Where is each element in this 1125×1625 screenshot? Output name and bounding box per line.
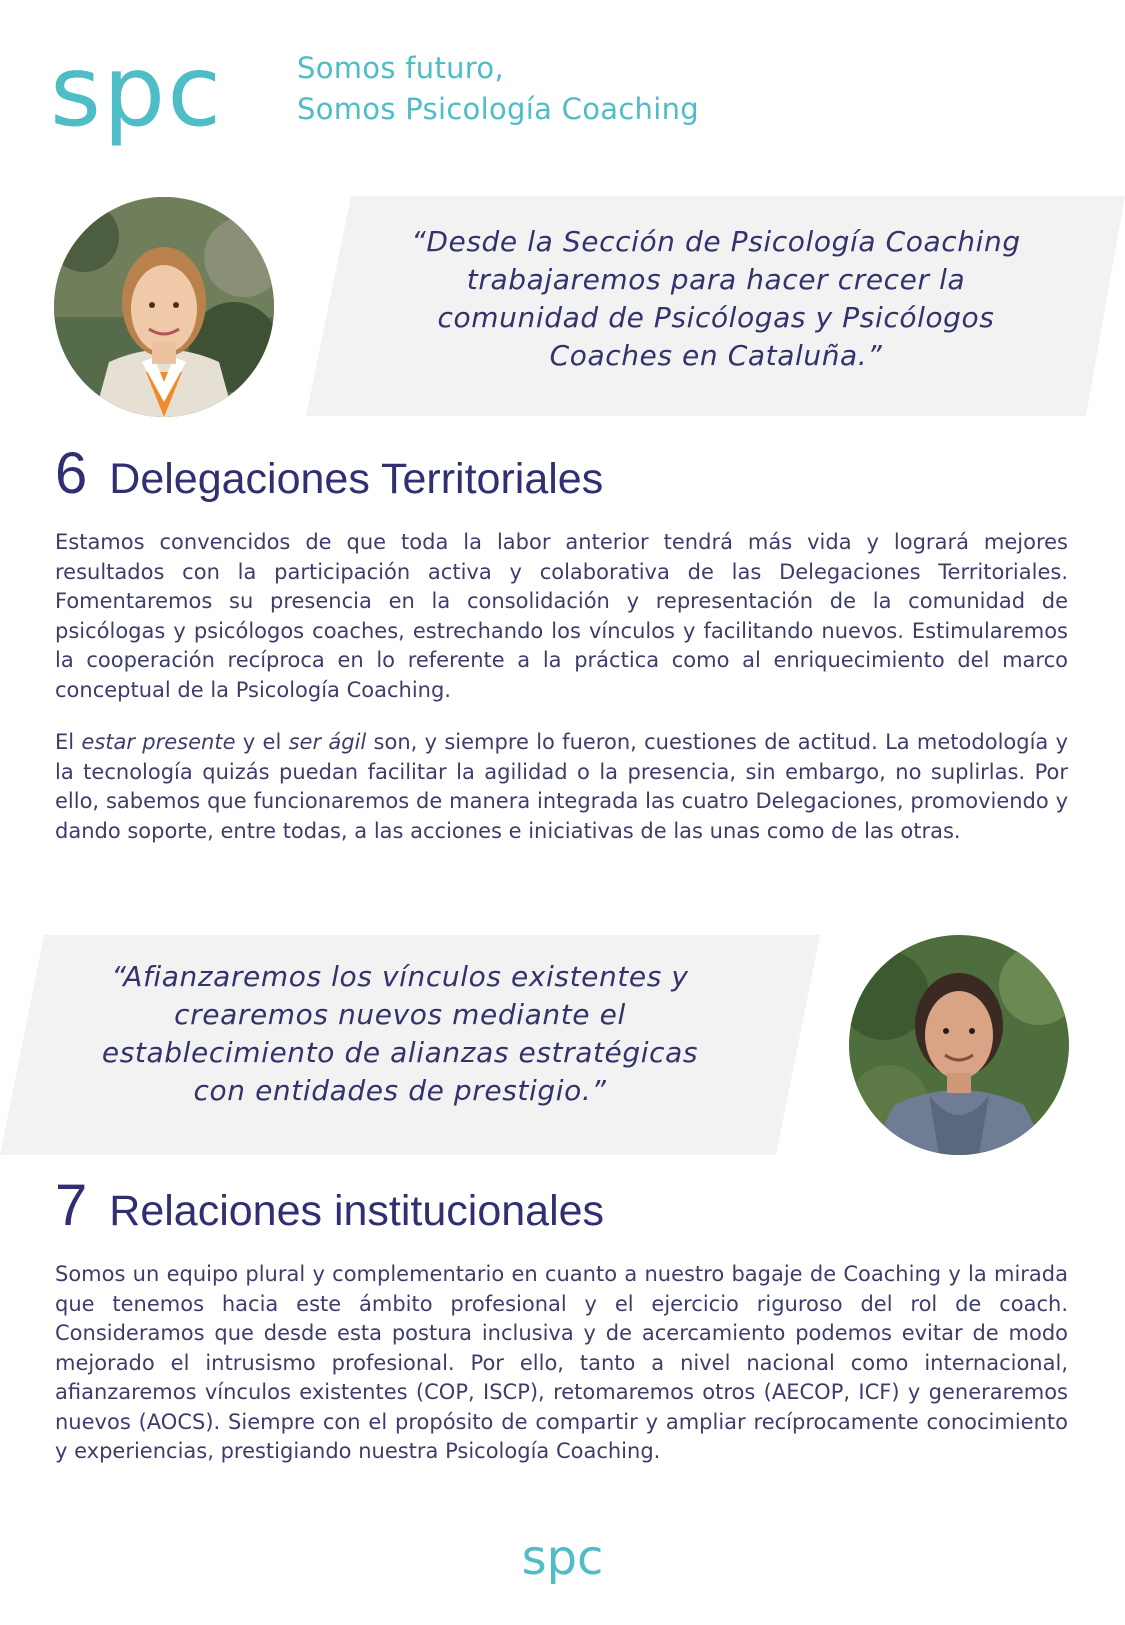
quote-band-2 (0, 935, 820, 1155)
paragraph-text (55, 728, 1068, 846)
section-title: Relaciones institucionales (109, 1187, 605, 1235)
text-run: El (55, 730, 82, 754)
paragraph-text: Estamos convencidos de que toda la labor anterior tendrá más vida y logrará mejores resultados con la participación activa y colaborativa de las Delegaciones Territoriales. Fomentaremos su presencia en la consolidación y representación de la comunidad de psicólogas y psicólogos coaches, estrechando los vínculos y facilitando nuevos. Estimularemos la cooperación recíproca en lo referente a la práctica como al enriquecimiento del marco conceptual de la Psicología Coaching. (55, 530, 1068, 702)
quote-1-line: Coaches en Cataluña.” (549, 339, 883, 372)
emphasis-text: estar presente (81, 730, 236, 754)
section-title: Delegaciones Territoriales (109, 455, 604, 503)
tagline-line-2: Somos Psicología Coaching (297, 92, 699, 126)
quote-1-text (376, 223, 1056, 375)
footer-spc-logo: spc (521, 1530, 604, 1586)
quote-1-line: trabajaremos para hacer crecer la (466, 263, 966, 296)
section-6-heading (55, 440, 603, 507)
quote-2-line: crearemos nuevos mediante el (174, 998, 626, 1031)
section-6-paragraph-1 (55, 528, 1068, 705)
quote-2-line: con entidades de prestigio.” (193, 1074, 607, 1107)
text-run: y el (235, 730, 289, 754)
portrait-photo-man (849, 935, 1069, 1155)
section-number: 7 (55, 1173, 88, 1238)
quote-2-line: establecimiento de alianzas estratégicas (101, 1036, 699, 1069)
text-run: son, y siempre lo fueron, cuestiones de actitud. La metodología y la tecnología quizás puedan facilitar la agilidad o la presencia, sin embargo, no suplirlas. Por ello, sabemos que funcionaremos de manera integrada las cuatro Delegaciones, promoviendo y dando soporte, entre todas, a las acciones e iniciativas de las unas como de las otras. (55, 730, 1069, 843)
section-number: 6 (55, 441, 88, 506)
quote-band-1 (306, 196, 1125, 416)
portrait-photo-woman (54, 197, 274, 417)
quote-1-line: “Desde la Sección de Psicología Coaching (411, 225, 1021, 258)
tagline (297, 48, 777, 130)
section-6-paragraph-2 (55, 728, 1068, 846)
quote-2-line: “Afianzaremos los vínculos existentes y (111, 960, 689, 993)
tagline-line-1: Somos futuro, (297, 51, 504, 85)
paragraph-text: Somos un equipo plural y complementario en cuanto a nuestro bagaje de Coaching y la mirada que tenemos hacia este ámbito profesional y el ejercicio riguroso del rol de coach. Consideramos que desde esta postura inclusiva y de acercamiento podemos evitar de modo mejorado el intrusismo profesional. Por ello, tanto a nivel nacional como internacional, afianzaremos vínculos existentes (COP, ISCP), retomaremos otros (AECOP, ICF) y generaremos nuevos (AOCS). Siempre con el propósito de compartir y ampliar recíprocamente conocimiento y experiencias, prestigiando nuestra Psicología Coaching. (55, 1262, 1068, 1463)
quote-1-line: comunidad de Psicólogas y Psicólogos (437, 301, 995, 334)
emphasis-text: ser ágil (288, 730, 367, 754)
spc-logo: spc (50, 35, 224, 149)
section-7-heading (55, 1172, 604, 1239)
section-7-paragraph-1 (55, 1260, 1068, 1467)
quote-2-text (60, 958, 740, 1110)
